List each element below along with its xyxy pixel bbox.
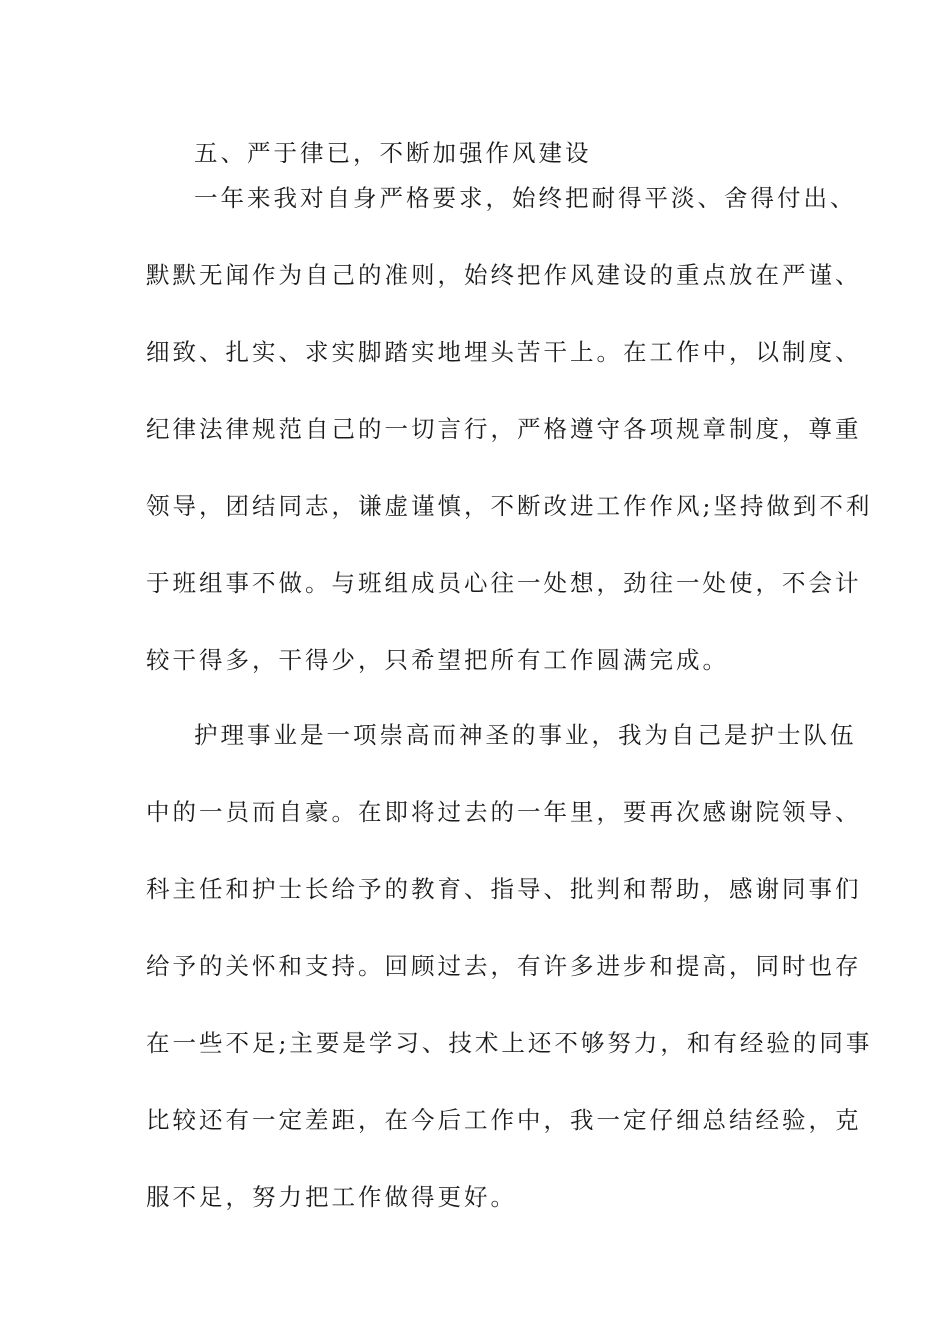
- paragraph-line: 于班组事不做。与班组成员心往一处想，劲往一处使，不会计: [146, 569, 862, 597]
- paragraph-line: 科主任和护士长给予的教育、指导、批判和帮助，感谢同事们: [146, 875, 862, 903]
- paragraph-line: 护理事业是一项崇高而神圣的事业，我为自己是护士队伍: [194, 721, 857, 749]
- paragraph-line: 默默无闻作为自己的准则，始终把作风建设的重点放在严谨、: [146, 261, 862, 289]
- paragraph-line: 领导，团结同志，谦虚谨慎，不断改进工作作风;坚持做到不利: [146, 492, 873, 520]
- paragraph-line: 服不足，努力把工作做得更好。: [146, 1183, 517, 1211]
- paragraph-line: 中的一员而自豪。在即将过去的一年里，要再次感谢院领导、: [146, 798, 862, 826]
- paragraph-line: 给予的关怀和支持。回顾过去，有许多进步和提高，同时也存: [146, 952, 862, 980]
- paragraph-line: 细致、扎实、求实脚踏实地埋头苦干上。在工作中，以制度、: [146, 338, 862, 366]
- paragraph-line: 比较还有一定差距，在今后工作中，我一定仔细总结经验，克: [146, 1106, 862, 1134]
- paragraph-line: 纪律法律规范自己的一切言行，严格遵守各项规章制度，尊重: [146, 415, 862, 443]
- paragraph-line: 较干得多，干得少，只希望把所有工作圆满完成。: [146, 646, 729, 674]
- paragraph-line: 在一些不足;主要是学习、技术上还不够努力，和有经验的同事: [146, 1029, 873, 1057]
- section-heading: 五、严于律已，不断加强作风建设: [194, 139, 592, 167]
- paragraph-line: 一年来我对自身严格要求，始终把耐得平淡、舍得付出、: [194, 184, 857, 212]
